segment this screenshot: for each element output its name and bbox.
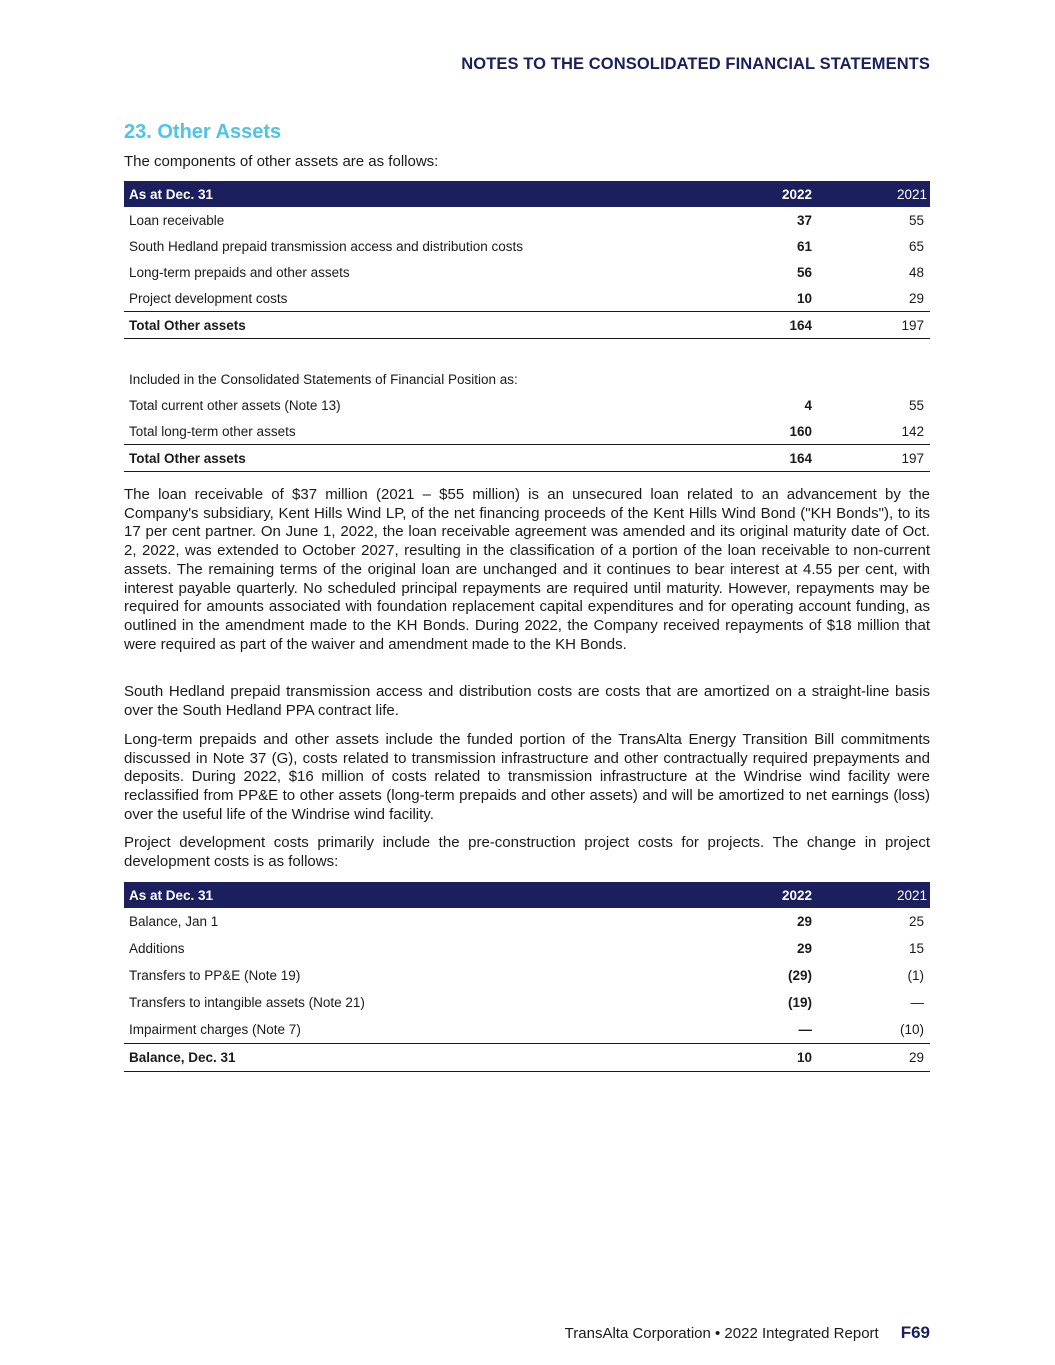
row-label: Total current other assets (Note 13) bbox=[129, 397, 341, 413]
row-2021: — bbox=[910, 995, 924, 1010]
table-row bbox=[124, 908, 930, 935]
row-2021: 142 bbox=[901, 423, 924, 439]
row-2022: (19) bbox=[787, 995, 812, 1010]
row-label: Loan receivable bbox=[129, 212, 225, 228]
row-label: Total long-term other assets bbox=[129, 423, 296, 439]
table-row bbox=[124, 989, 930, 1016]
page-header: NOTES TO THE CONSOLIDATED FINANCIAL STATEMENTS bbox=[461, 55, 930, 73]
other-assets-table bbox=[124, 181, 930, 472]
row-2021: (10) bbox=[899, 1022, 924, 1037]
paragraph-project-development: Project development costs primarily include the pre-construction project costs for projects. The change in project development costs is as follows: bbox=[124, 834, 930, 870]
total-row bbox=[124, 1044, 930, 1072]
row-2021: 15 bbox=[908, 941, 924, 956]
header-label: As at Dec. 31 bbox=[124, 882, 707, 908]
table-row bbox=[124, 935, 930, 962]
row-2022: 29 bbox=[796, 941, 812, 956]
row-2021: 29 bbox=[908, 290, 924, 306]
paragraph-loan-receivable: The loan receivable of $37 million (2021 – $55 million) is an unsecured loan related to an advancement by the Company's subsidiary, Kent Hills Wind LP, of the net financing proceeds of the Kent Hills Wind Bond ("KH Bonds"), to its 17 per cent partner. On June 1, 2022, the loan receivable agreement was amended and its original maturity date of Oct. 2, 2022, was extended to October 2027, resulting in the classification of a portion of the loan receivable to non-current assets. The remaining terms of the original loan are unchanged and it continues to bear interest at 4.55 per cent, with interest payable quarterly. No scheduled principal repayments are required until maturity. However, repayments may be required for amounts associated with foundation replacement capital expenditures and for operating account funding, as outlined in the amendment made to the KH Bonds. During 2022, the Company received repayments of $18 million that were required as part of the waiver and amendment made to the KH Bonds. bbox=[124, 486, 930, 653]
table-row bbox=[124, 233, 930, 259]
header-label: As at Dec. 31 bbox=[124, 181, 707, 207]
row-2021: (1) bbox=[907, 968, 924, 983]
table-row bbox=[124, 259, 930, 285]
total-2021: 29 bbox=[822, 1044, 930, 1072]
total-row bbox=[124, 312, 930, 339]
footer-text: TransAlta Corporation • 2022 Integrated Report bbox=[564, 1325, 879, 1342]
row-label: Balance, Jan 1 bbox=[129, 914, 219, 929]
row-2022: 160 bbox=[789, 423, 812, 439]
total-label: Total Other assets bbox=[124, 445, 707, 472]
row-2022: (29) bbox=[787, 968, 812, 983]
row-2022: 56 bbox=[796, 264, 812, 280]
row-2022: 10 bbox=[796, 290, 812, 306]
row-2022: 37 bbox=[796, 212, 812, 228]
intro-text: The components of other assets are as follows: bbox=[124, 153, 439, 170]
paragraph-long-term-prepaids: Long-term prepaids and other assets include the funded portion of the TransAlta Energy Transition Bill commitments discussed in Note 37 (G), costs related to transmission infrastructure and other contractually required prepayments and deposits. During 2022, $16 million of costs related to transmission infrastructure at the Windrise wind facility were reclassified from PP&E to other assets (long-term prepaids and other assets) and will be amortized to net earnings (loss) over the useful life of the Windrise wind facility. bbox=[124, 731, 930, 823]
total-2021: 197 bbox=[822, 445, 930, 472]
total-row bbox=[124, 445, 930, 472]
included-label: Included in the Consolidated Statements of Financial Position as: bbox=[129, 371, 518, 387]
header-2021: 2021 bbox=[822, 181, 930, 207]
total-label: Balance, Dec. 31 bbox=[124, 1044, 707, 1072]
row-2021: 25 bbox=[908, 914, 924, 929]
row-label: Impairment charges (Note 7) bbox=[129, 1022, 301, 1037]
row-label: Project development costs bbox=[129, 290, 288, 306]
row-2022: — bbox=[798, 1022, 812, 1037]
header-2022: 2022 bbox=[707, 181, 822, 207]
included-row bbox=[124, 366, 930, 392]
row-label: Additions bbox=[129, 941, 185, 956]
row-2022: 61 bbox=[796, 238, 812, 254]
total-2022: 164 bbox=[707, 312, 822, 339]
row-label: Long-term prepaids and other assets bbox=[129, 264, 350, 280]
total-2022: 10 bbox=[707, 1044, 822, 1072]
row-label: Transfers to intangible assets (Note 21) bbox=[129, 995, 365, 1010]
table-row bbox=[124, 962, 930, 989]
table-header-row bbox=[124, 882, 930, 908]
row-2021: 55 bbox=[908, 397, 924, 413]
table-row bbox=[124, 392, 930, 418]
table-header-row bbox=[124, 181, 930, 207]
header-2022: 2022 bbox=[707, 882, 822, 908]
row-2022: 29 bbox=[796, 914, 812, 929]
paragraph-south-hedland: South Hedland prepaid transmission access and distribution costs are costs that are amortized on a straight-line basis over the South Hedland PPA contract life. bbox=[124, 683, 930, 719]
header-2021: 2021 bbox=[822, 882, 930, 908]
project-development-table bbox=[124, 882, 930, 1072]
total-2022: 164 bbox=[707, 445, 822, 472]
table-row bbox=[124, 418, 930, 445]
total-label: Total Other assets bbox=[124, 312, 707, 339]
row-2021: 65 bbox=[908, 238, 924, 254]
table-row bbox=[124, 285, 930, 312]
row-label: Transfers to PP&E (Note 19) bbox=[129, 968, 301, 983]
section-title: 23. Other Assets bbox=[124, 121, 282, 143]
page-footer bbox=[124, 1323, 930, 1343]
table-row bbox=[124, 1016, 930, 1044]
row-2021: 55 bbox=[908, 212, 924, 228]
page-number: F69 bbox=[900, 1323, 930, 1342]
row-2022: 4 bbox=[804, 397, 812, 413]
row-2021: 48 bbox=[908, 264, 924, 280]
table-row bbox=[124, 207, 930, 233]
row-label: South Hedland prepaid transmission access and distribution costs bbox=[129, 238, 523, 254]
spacer-row bbox=[124, 339, 930, 367]
total-2021: 197 bbox=[822, 312, 930, 339]
